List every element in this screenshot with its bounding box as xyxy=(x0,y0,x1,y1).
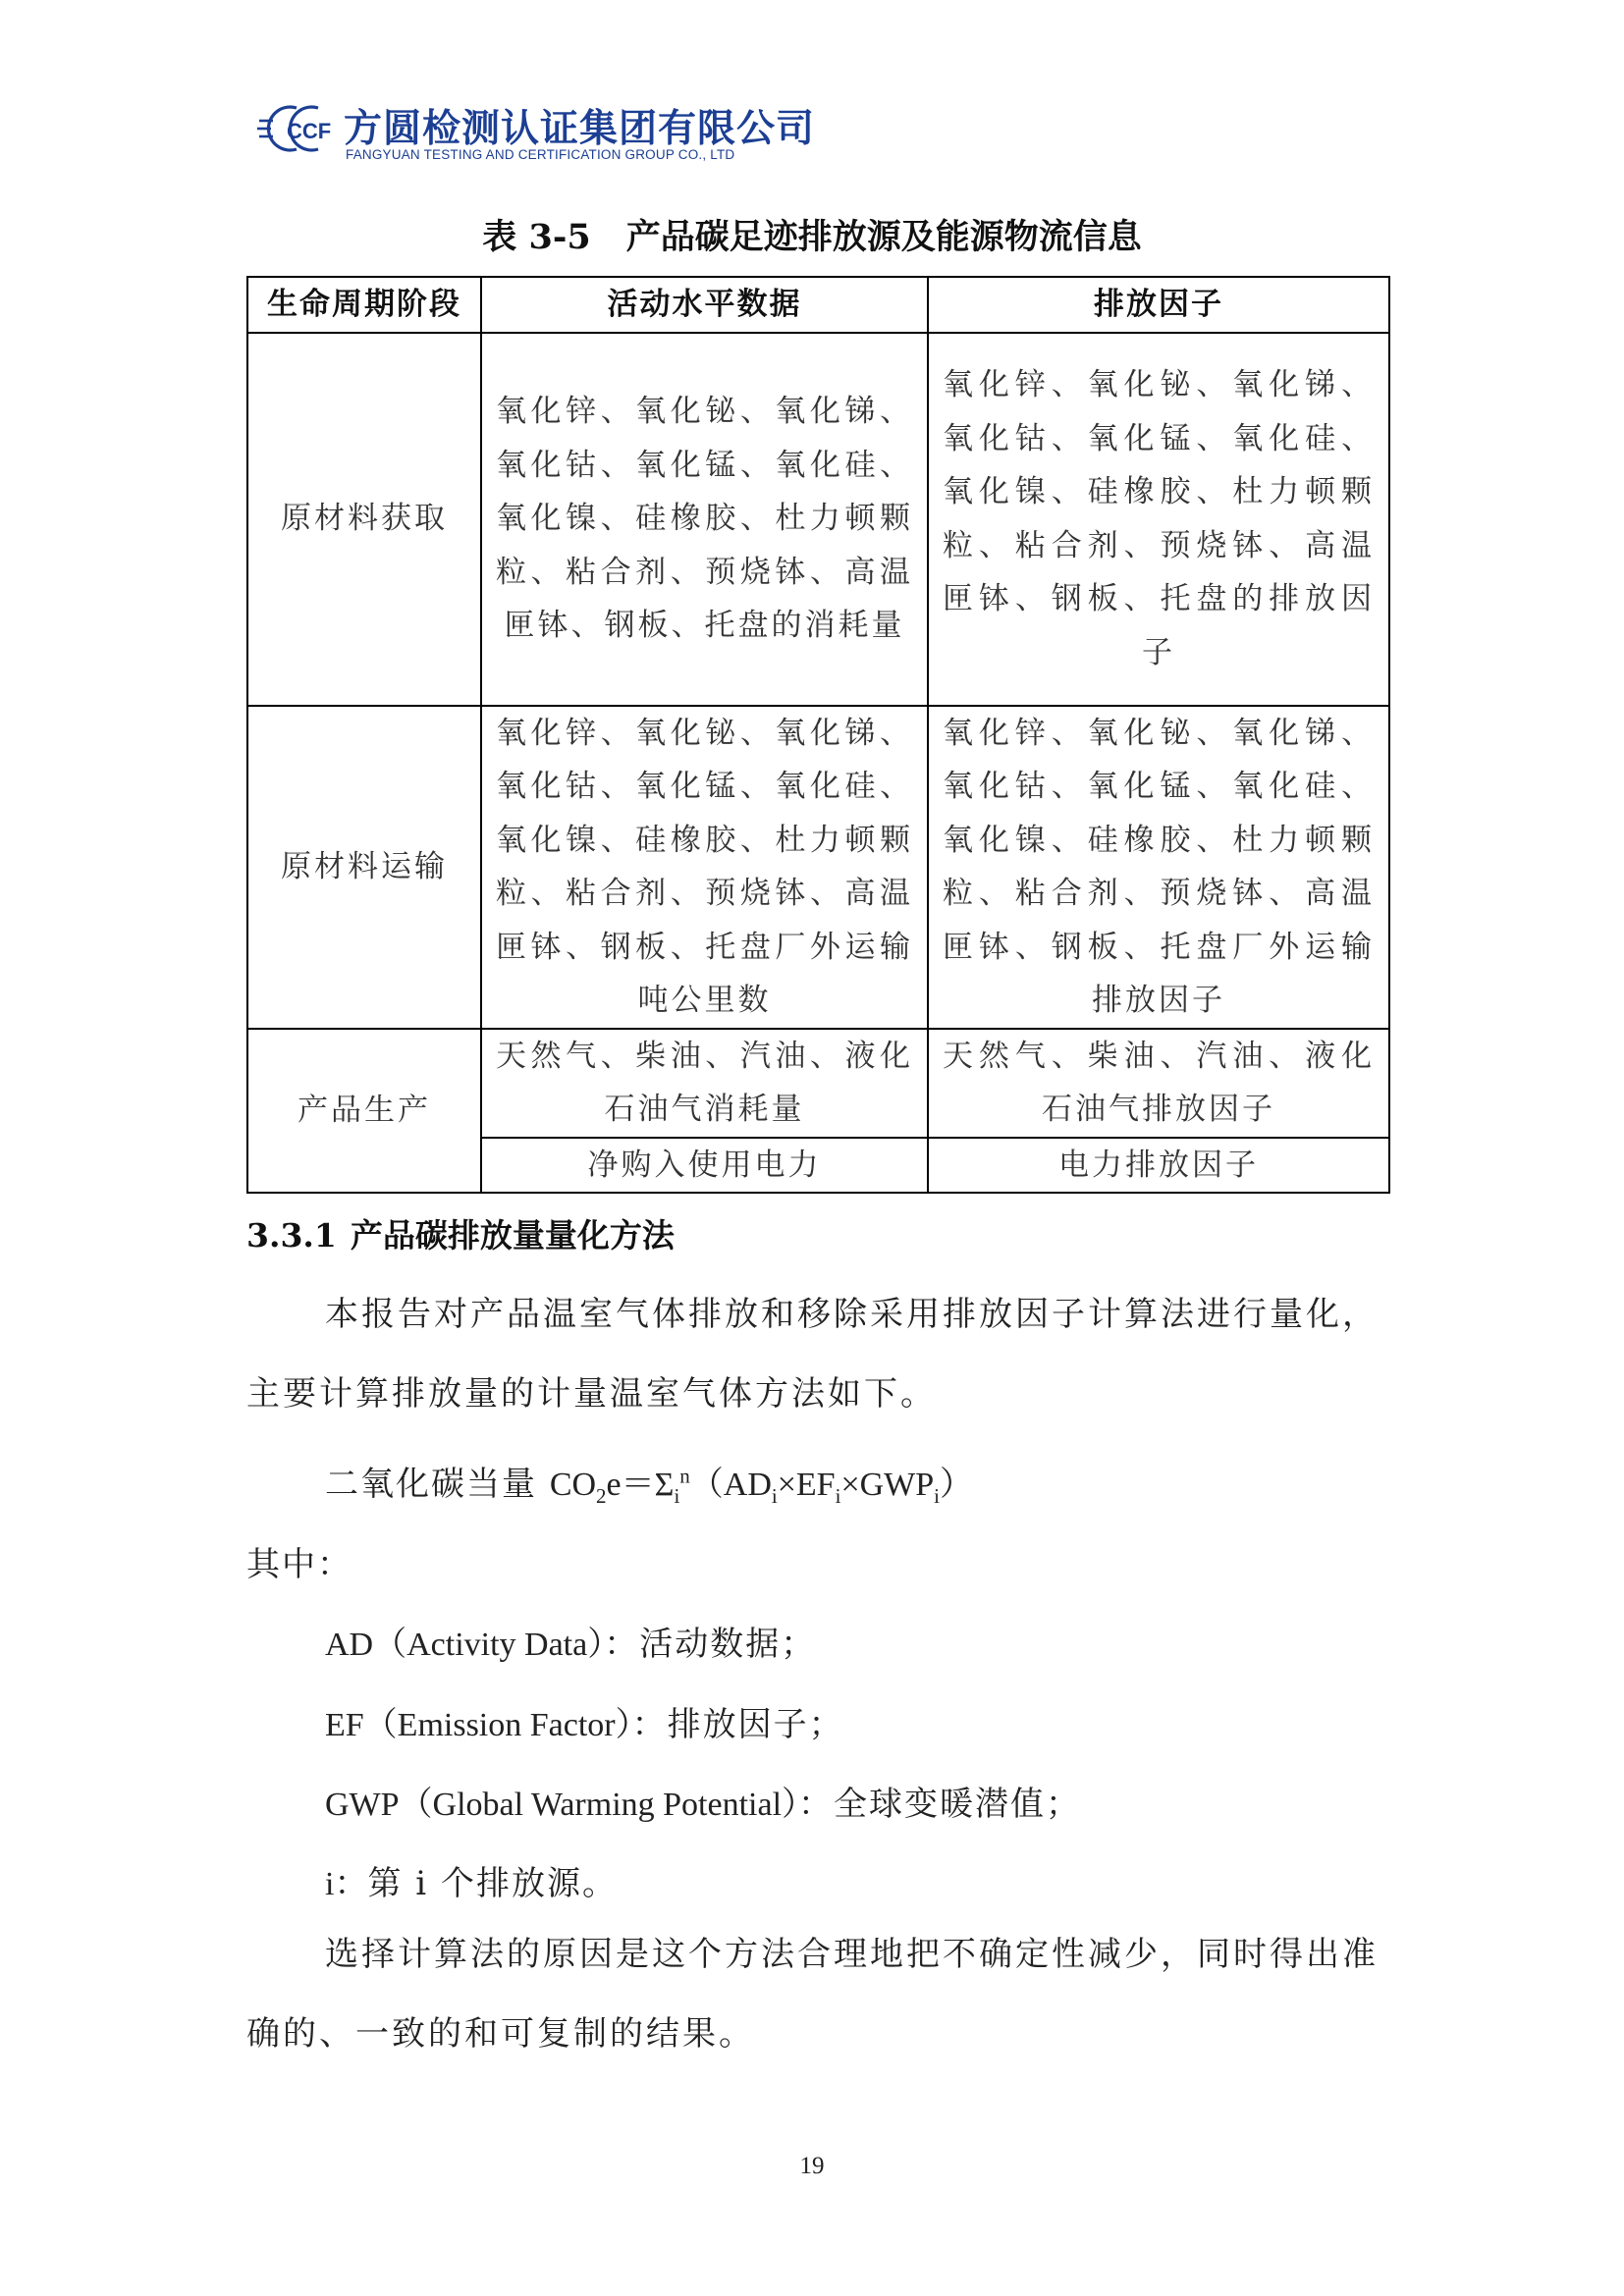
column-header: 生命周期阶段 xyxy=(247,277,481,333)
definition-desc: ：全球变暖潜值； xyxy=(798,1785,1082,1824)
section-number: 3.3.1 xyxy=(246,1216,337,1255)
definition-i xyxy=(325,1856,618,1904)
page-number: 19 xyxy=(799,2153,825,2179)
table-header-row xyxy=(247,277,1389,333)
definition-gwp xyxy=(325,1777,1081,1825)
factor-cell: 电力排放因子 xyxy=(928,1138,1389,1194)
ccf-logo-icon xyxy=(257,100,340,157)
formula-sum-sup: n xyxy=(679,1464,690,1488)
table-caption xyxy=(0,210,1624,259)
definition-ef xyxy=(325,1697,844,1745)
company-header xyxy=(257,98,816,167)
intro-text: 本报告对产品温室气体排放和移除采用排放因子计算法进行量化，主要计算排放量的计量温室气体方法如下。 xyxy=(246,1295,1379,1414)
formula-close: ） xyxy=(940,1467,974,1503)
section-title: 产品碳排放量量化方法 xyxy=(350,1216,675,1255)
definition-term: GWP（Global Warming Potential） xyxy=(325,1787,799,1823)
svg-text:CCF: CCF xyxy=(287,119,332,143)
table-number: 表 3-5 xyxy=(482,217,591,257)
factor-cell: 氧化锌、氧化铋、氧化锑、氧化钴、氧化锰、氧化硅、氧化镍、硅橡胶、杜力顿颗粒、粘合剂、预烧钵、高温匣钵、钢板、托盘厂外运输排放因子 xyxy=(928,706,1389,1029)
column-header: 排放因子 xyxy=(928,277,1389,333)
section-heading xyxy=(246,1210,675,1256)
formula-co2-sub: 2 xyxy=(596,1483,607,1508)
table-row xyxy=(247,706,1389,1029)
definition-desc: 第 i 个排放源。 xyxy=(367,1864,618,1903)
formula-co2: CO xyxy=(549,1467,597,1503)
formula-ef: ×EF xyxy=(777,1467,836,1503)
definition-term: EF（Emission Factor） xyxy=(325,1707,632,1743)
activity-cell: 净购入使用电力 xyxy=(481,1138,928,1194)
factor-cell: 氧化锌、氧化铋、氧化锑、氧化钴、氧化锰、氧化硅、氧化镍、硅橡胶、杜力顿颗粒、粘合剂、预烧钵、高温匣钵、钢板、托盘的排放因子 xyxy=(928,333,1389,706)
where-label: 其中： xyxy=(246,1545,352,1584)
company-name-cn: 方圆检测认证集团有限公司 xyxy=(344,107,816,151)
formula-ef-sub: i xyxy=(835,1483,841,1508)
stage-cell: 原材料运输 xyxy=(247,706,481,1029)
emission-source-table xyxy=(246,276,1390,1194)
formula-sum-sub: i xyxy=(674,1483,680,1508)
formula-lead: 二氧化碳当量 xyxy=(325,1465,550,1504)
table-title: 产品碳足迹排放源及能源物流信息 xyxy=(625,217,1142,257)
formula-equals-sum: e＝Σ xyxy=(606,1467,675,1503)
definition-ad xyxy=(325,1617,816,1665)
formula-gwp: ×GWP xyxy=(840,1467,935,1503)
formula-ad: （AD xyxy=(689,1467,772,1503)
reason-paragraph xyxy=(246,1915,1388,2074)
definition-term: AD（Activity Data） xyxy=(325,1627,605,1663)
company-name-en: FANGYUAN TESTING AND CERTIFICATION GROUP CO., LTD xyxy=(346,147,735,162)
intro-paragraph xyxy=(246,1275,1388,1434)
definition-term: i： xyxy=(325,1866,368,1902)
definition-desc: ：排放因子； xyxy=(631,1705,844,1744)
reason-text: 选择计算法的原因是这个方法合理地把不确定性减少，同时得出准确的、一致的和可复制的结果。 xyxy=(246,1935,1379,2054)
formula-line xyxy=(325,1457,973,1509)
table-row xyxy=(247,1029,1389,1138)
column-header: 活动水平数据 xyxy=(481,277,928,333)
formula-ad-sub: i xyxy=(771,1483,778,1508)
stage-cell: 产品生产 xyxy=(247,1029,481,1194)
activity-cell: 天然气、柴油、汽油、液化石油气消耗量 xyxy=(481,1029,928,1138)
activity-cell: 氧化锌、氧化铋、氧化锑、氧化钴、氧化锰、氧化硅、氧化镍、硅橡胶、杜力顿颗粒、粘合剂、预烧钵、高温匣钵、钢板、托盘厂外运输吨公里数 xyxy=(481,706,928,1029)
factor-cell: 天然气、柴油、汽油、液化石油气排放因子 xyxy=(928,1029,1389,1138)
stage-cell: 原材料获取 xyxy=(247,333,481,706)
formula-gwp-sub: i xyxy=(934,1483,941,1508)
table-row xyxy=(247,333,1389,706)
definition-desc: ：活动数据； xyxy=(604,1625,817,1664)
activity-cell: 氧化锌、氧化铋、氧化锑、氧化钴、氧化锰、氧化硅、氧化镍、硅橡胶、杜力顿颗粒、粘合剂、预烧钵、高温匣钵、钢板、托盘的消耗量 xyxy=(481,333,928,706)
